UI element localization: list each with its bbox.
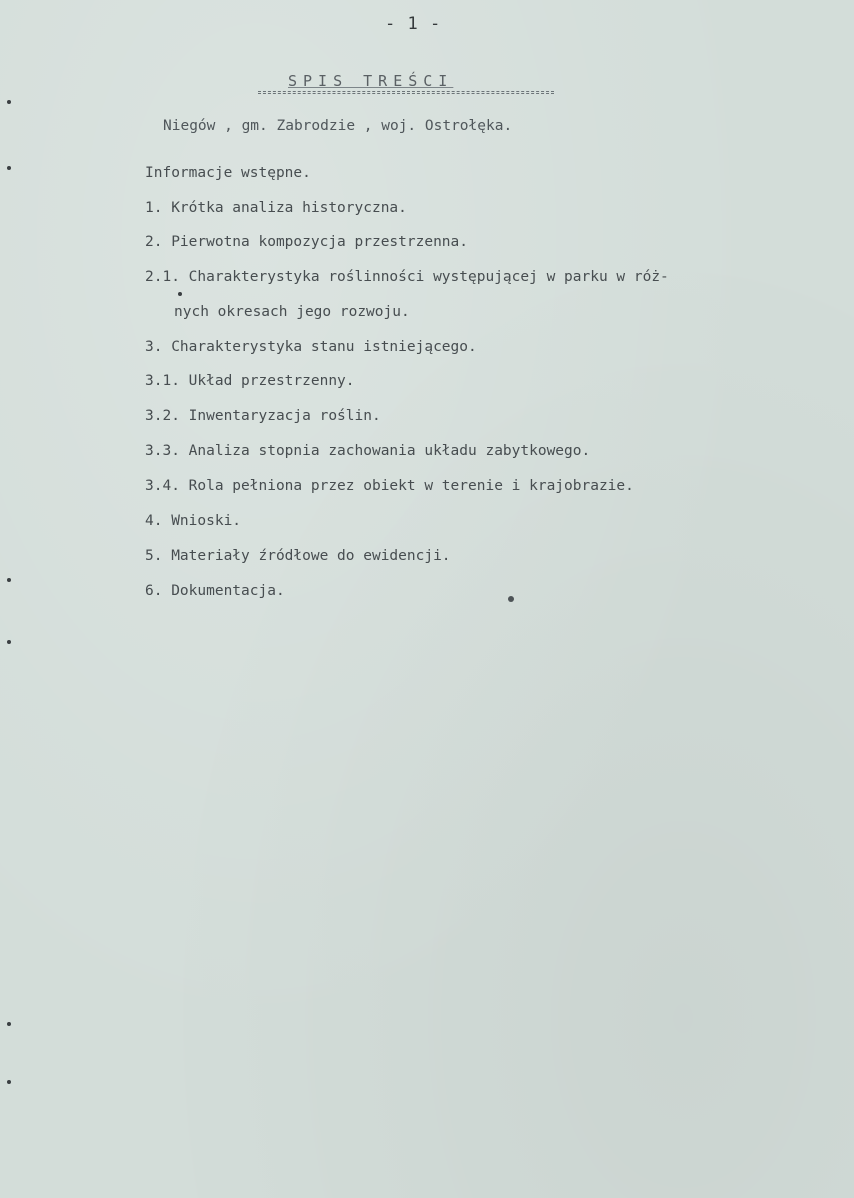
scan-speck [7, 578, 11, 582]
scan-speck [7, 1022, 11, 1026]
toc-item-2: 2. Pierwotna kompozycja przestrzenna. [145, 234, 469, 250]
scan-speck [508, 596, 514, 602]
scan-speck [178, 292, 182, 296]
scan-speck [7, 100, 11, 104]
scan-speck [7, 1080, 11, 1084]
title-underline [258, 91, 554, 94]
toc-item-2-1-continuation: nych okresach jego rozwoju. [174, 304, 410, 320]
location-line: Niegów , gm. Zabrodzie , woj. Ostrołęka. [163, 118, 513, 134]
toc-item-3-4: 3.4. Rola pełniona przez obiekt w terenie i krajobrazie. [145, 478, 634, 494]
toc-item-4: 4. Wnioski. [145, 513, 242, 529]
toc-item-5: 5. Materiały źródłowe do ewidencji. [145, 548, 451, 564]
toc-item-1: 1. Krótka analiza historyczna. [145, 200, 407, 216]
toc-item-3-3: 3.3. Analiza stopnia zachowania układu zabytkowego. [145, 443, 591, 459]
scan-speck [7, 166, 11, 170]
toc-item-2-1: 2.1. Charakterystyka roślinności występującej w parku w róż- [145, 269, 669, 285]
toc-item-3: 3. Charakterystyka stanu istniejącego. [145, 339, 477, 355]
page-number: - 1 - [385, 14, 442, 34]
toc-item-3-1: 3.1. Układ przestrzenny. [145, 373, 355, 389]
scan-speck [7, 640, 11, 644]
document-title: SPIS TREŚCI [288, 72, 454, 90]
toc-item-3-2: 3.2. Inwentaryzacja roślin. [145, 408, 381, 424]
toc-item-intro: Informacje wstępne. [145, 165, 311, 181]
toc-item-6: 6. Dokumentacja. [145, 583, 285, 599]
